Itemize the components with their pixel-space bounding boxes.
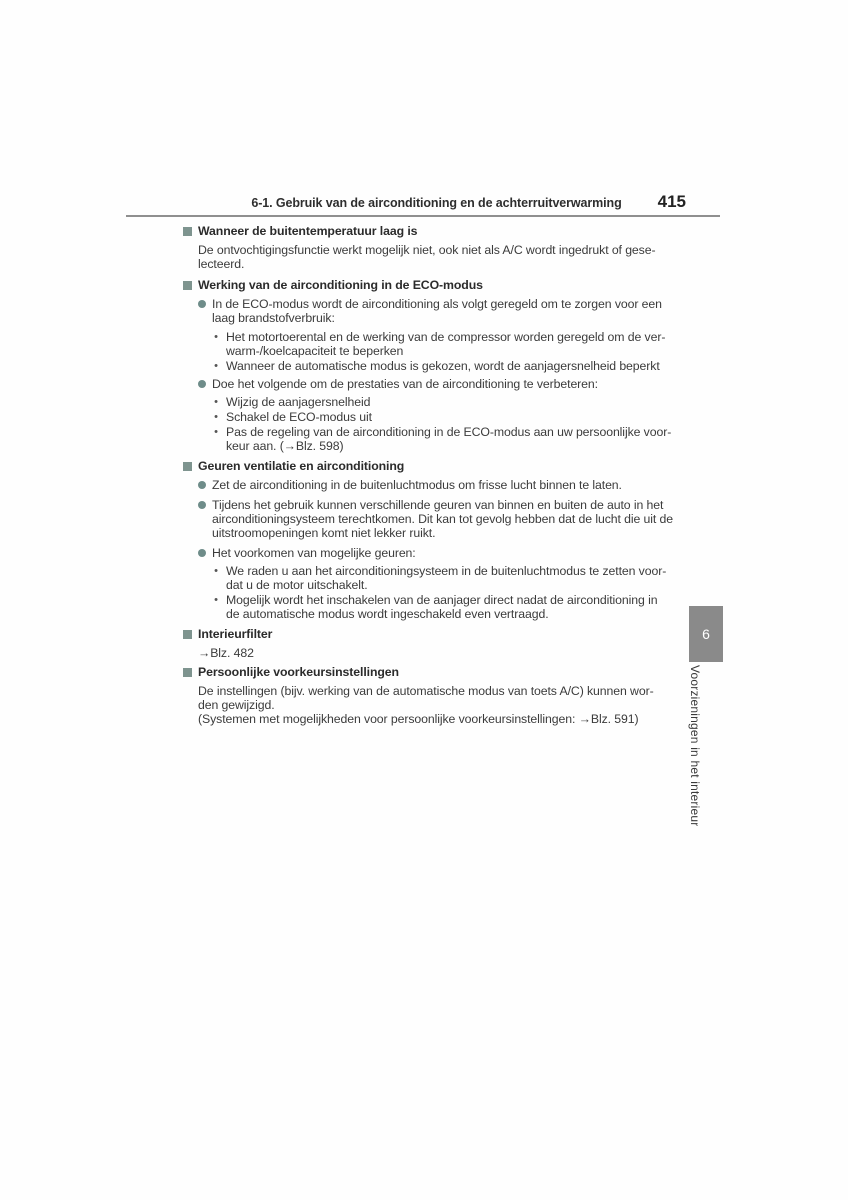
chapter-tab [689, 606, 723, 662]
page-reference [198, 646, 683, 660]
square-bullet-icon [183, 630, 192, 639]
sub-list-item [212, 425, 683, 453]
section-heading [183, 665, 683, 679]
dot-bullet-icon: • [214, 426, 218, 438]
circle-bullet-icon [198, 380, 206, 388]
text-line: lecteerd. [198, 257, 245, 271]
list-item [198, 546, 683, 560]
square-bullet-icon [183, 462, 192, 471]
square-bullet-icon [183, 227, 192, 236]
circle-bullet-icon [198, 481, 206, 489]
dot-bullet-icon: • [214, 360, 218, 372]
chapter-title-vertical: Voorzieningen in het interieur [688, 665, 702, 827]
list-item [198, 498, 683, 540]
page-content [183, 224, 683, 733]
text-line: Wanneer de automatische modus is gekozen, wordt de aanjagersnelheid beperkt [226, 359, 660, 373]
text-line: Schakel de ECO-modus uit [226, 410, 372, 424]
dot-bullet-icon: • [214, 565, 218, 577]
circle-bullet-icon [198, 501, 206, 509]
text-line: uitstroomopeningen komt niet lekker ruikt. [212, 526, 436, 540]
text-line: Mogelijk wordt het inschakelen van de aanjager direct nadat de airconditioning in [226, 593, 658, 607]
section-heading [183, 627, 683, 641]
sub-list-item [212, 410, 683, 424]
header-divider [126, 215, 720, 217]
text-line: Pas de regeling van de airconditioning in de ECO-modus aan uw persoonlijke voor- [226, 425, 672, 439]
section-heading [183, 459, 683, 473]
page-number: 415 [657, 192, 686, 211]
chapter-number: 6 [702, 626, 710, 642]
page-header [126, 192, 686, 212]
paragraph [198, 243, 683, 271]
text-line: De instellingen (bijv. werking van de automatische modus van toets A/C) kunnen wor- [198, 684, 654, 698]
text-line: laag brandstofverbruik: [212, 311, 335, 325]
text-line: Het motortoerental en de werking van de compressor worden geregeld om de ver- [226, 330, 666, 344]
list-item [198, 478, 683, 492]
dot-bullet-icon: • [214, 594, 218, 606]
text-line: In de ECO-modus wordt de airconditioning als volgt geregeld om te zorgen voor een [212, 297, 662, 311]
text-line: warm-/koelcapaciteit te beperken [226, 344, 404, 358]
list-item [198, 297, 683, 325]
sub-list-item [212, 330, 683, 358]
text-line: Tijdens het gebruik kunnen verschillende geuren van binnen en buiten de auto in het [212, 498, 664, 512]
heading-text: Wanneer de buitentemperatuur laag is [198, 224, 418, 238]
sub-list-item [212, 593, 683, 621]
circle-bullet-icon [198, 300, 206, 308]
text-line: We raden u aan het airconditioningsysteem in de buitenluchtmodus te zetten voor- [226, 564, 667, 578]
text-line: Wijzig de aanjagersnelheid [226, 395, 371, 409]
square-bullet-icon [183, 281, 192, 290]
text-line: De ontvochtigingsfunctie werkt mogelijk niet, ook niet als A/C wordt ingedrukt of gese- [198, 243, 656, 257]
dot-bullet-icon: • [214, 331, 218, 343]
sub-list-item [212, 359, 683, 373]
circle-bullet-icon [198, 549, 206, 557]
sub-list-item [212, 395, 683, 409]
dot-bullet-icon: • [214, 396, 218, 408]
text-line: Het voorkomen van mogelijke geuren: [212, 546, 416, 560]
heading-text: Persoonlijke voorkeursinstellingen [198, 665, 399, 679]
paragraph [198, 684, 683, 726]
dot-bullet-icon: • [214, 411, 218, 423]
text-line: airconditioningsysteem terechtkomen. Dit kan tot gevolg hebben dat de lucht die uit de [212, 512, 674, 526]
text-line: dat u de motor uitschakelt. [226, 578, 368, 592]
heading-text: Werking van de airconditioning in de ECO-modus [198, 278, 483, 292]
text-line: keur aan. (→Blz. 598) [226, 439, 344, 453]
square-bullet-icon [183, 668, 192, 677]
text-line: Doe het volgende om de prestaties van de airconditioning te verbeteren: [212, 377, 598, 391]
heading-text: Geuren ventilatie en airconditioning [198, 459, 405, 473]
text-line: den gewijzigd. [198, 698, 275, 712]
heading-text: Interieurfilter [198, 627, 273, 641]
section-heading [183, 224, 683, 238]
text-line: Zet de airconditioning in de buitenluchtmodus om frisse lucht binnen te laten. [212, 478, 622, 492]
section-heading [183, 278, 683, 292]
list-item [198, 377, 683, 391]
text-line: (Systemen met mogelijkheden voor persoonlijke voorkeursinstellingen: →Blz. 591) [198, 712, 639, 726]
sub-list-item [212, 564, 683, 592]
section-breadcrumb: 6-1. Gebruik van de airconditioning en de achterruitverwarming [251, 196, 622, 210]
text-line: de automatische modus wordt ingeschakeld even vertraagd. [226, 607, 549, 621]
text-line: →Blz. 482 [198, 646, 254, 660]
